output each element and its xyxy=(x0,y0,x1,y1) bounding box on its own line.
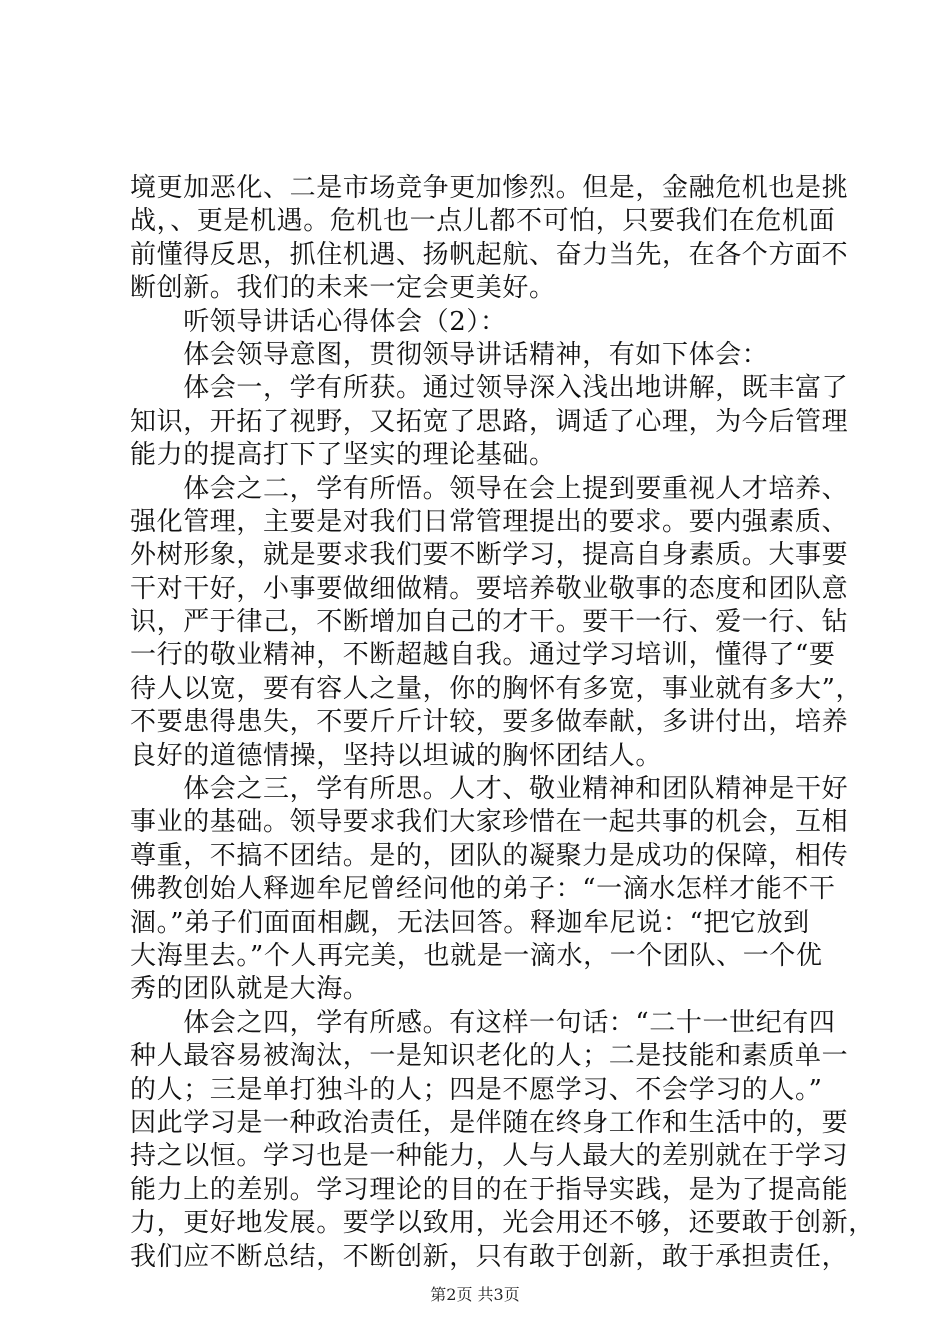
text-line: 体会之四，学有所感。有这样一句话：“二十一世纪有四 xyxy=(130,1007,836,1038)
text-line: 断创新。我们的未来一定会更美好。 xyxy=(130,273,556,304)
text-line: 秀的团队就是大海。 xyxy=(130,974,370,1005)
document-body xyxy=(130,172,875,1274)
text-line: 的人；三是单打独斗的人；四是不愿学习、不会学习的人。” xyxy=(130,1074,823,1105)
text-line: 体会一，学有所获。通过领导深入浅出地讲解，既丰富了 xyxy=(130,373,849,404)
text-line: 因此学习是一种政治责任，是伴随在终身工作和生活中的，要 xyxy=(130,1107,849,1138)
text-line: 体会领导意图，贯彻领导讲话精神，有如下体会： xyxy=(130,339,769,370)
text-line: 能力的提高打下了坚实的理论基础。 xyxy=(130,440,556,471)
text-line: 良好的道德情操，坚持以坦诚的胸怀团结人。 xyxy=(130,740,663,771)
text-line: 种人最容易被淘汰，一是知识老化的人；二是技能和素质单一 xyxy=(130,1041,849,1072)
text-line: 佛教创始人释迦牟尼曾经问他的弟子：“一滴水怎样才能不干 xyxy=(130,874,836,905)
page-number-footer: 第2页 共3页 xyxy=(430,1285,520,1304)
text-line: 战，、更是机遇。危机也一点儿都不可怕，只要我们在危机面 xyxy=(130,206,836,237)
text-line: 体会之三，学有所思。人才、敬业精神和团队精神是干好 xyxy=(130,774,849,805)
text-line: 境更加恶化、二是市场竞争更加惨烈。但是，金融危机也是挑 xyxy=(130,173,849,203)
text-line: 大海里去。”个人再完美，也就是一滴水，一个团队、一个优 xyxy=(130,940,823,971)
section-heading: 听领导讲话心得体会（2）： xyxy=(130,306,507,337)
text-line: 能力上的差别。学习理论的目的在于指导实践，是为了提高能 xyxy=(130,1174,849,1205)
text-line: 涸。”弟子们面面相觑，无法回答。释迦牟尼说：“把它放到 xyxy=(130,907,810,938)
text-line: 干对干好，小事要做细做精。要培养敬业敬事的态度和团队意 xyxy=(130,573,849,604)
text-line: 知识，开拓了视野，又拓宽了思路，调适了心理，为今后管理 xyxy=(130,406,849,437)
text-line: 力，更好地发展。要学以致用，光会用还不够，还要敢于创新， xyxy=(130,1208,875,1239)
text-line: 前懂得反思，抓住机遇、扬帆起航、奋力当先，在各个方面不 xyxy=(130,239,849,270)
text-line: 外树形象，就是要求我们要不断学习，提高自身素质。大事要 xyxy=(130,540,849,571)
text-line: 体会之二，学有所悟。领导在会上提到要重视人才培养、 xyxy=(130,473,849,504)
text-line: 事业的基础。领导要求我们大家珍惜在一起共事的机会，互相 xyxy=(130,807,849,838)
text-line: 一行的敬业精神，不断超越自我。通过学习培训，懂得了“要 xyxy=(130,640,836,671)
text-line: 识，严于律己，不断增加自己的才干。要干一行、爱一行、钻 xyxy=(130,607,849,638)
text-line: 尊重，不搞不团结。是的，团队的凝聚力是成功的保障，相传 xyxy=(130,840,849,871)
text-line: 待人以宽，要有容人之量，你的胸怀有多宽，事业就有多大”， xyxy=(130,673,863,704)
text-line: 强化管理，主要是对我们日常管理提出的要求。要内强素质、 xyxy=(130,506,849,537)
text-line: 持之以恒。学习也是一种能力，人与人最大的差别就在于学习 xyxy=(130,1141,849,1172)
text-line: 不要患得患失，不要斤斤计较，要多做奉献，多讲付出，培养 xyxy=(130,707,849,738)
text-line: 我们应不断总结，不断创新，只有敢于创新，敢于承担责任， xyxy=(130,1241,849,1272)
